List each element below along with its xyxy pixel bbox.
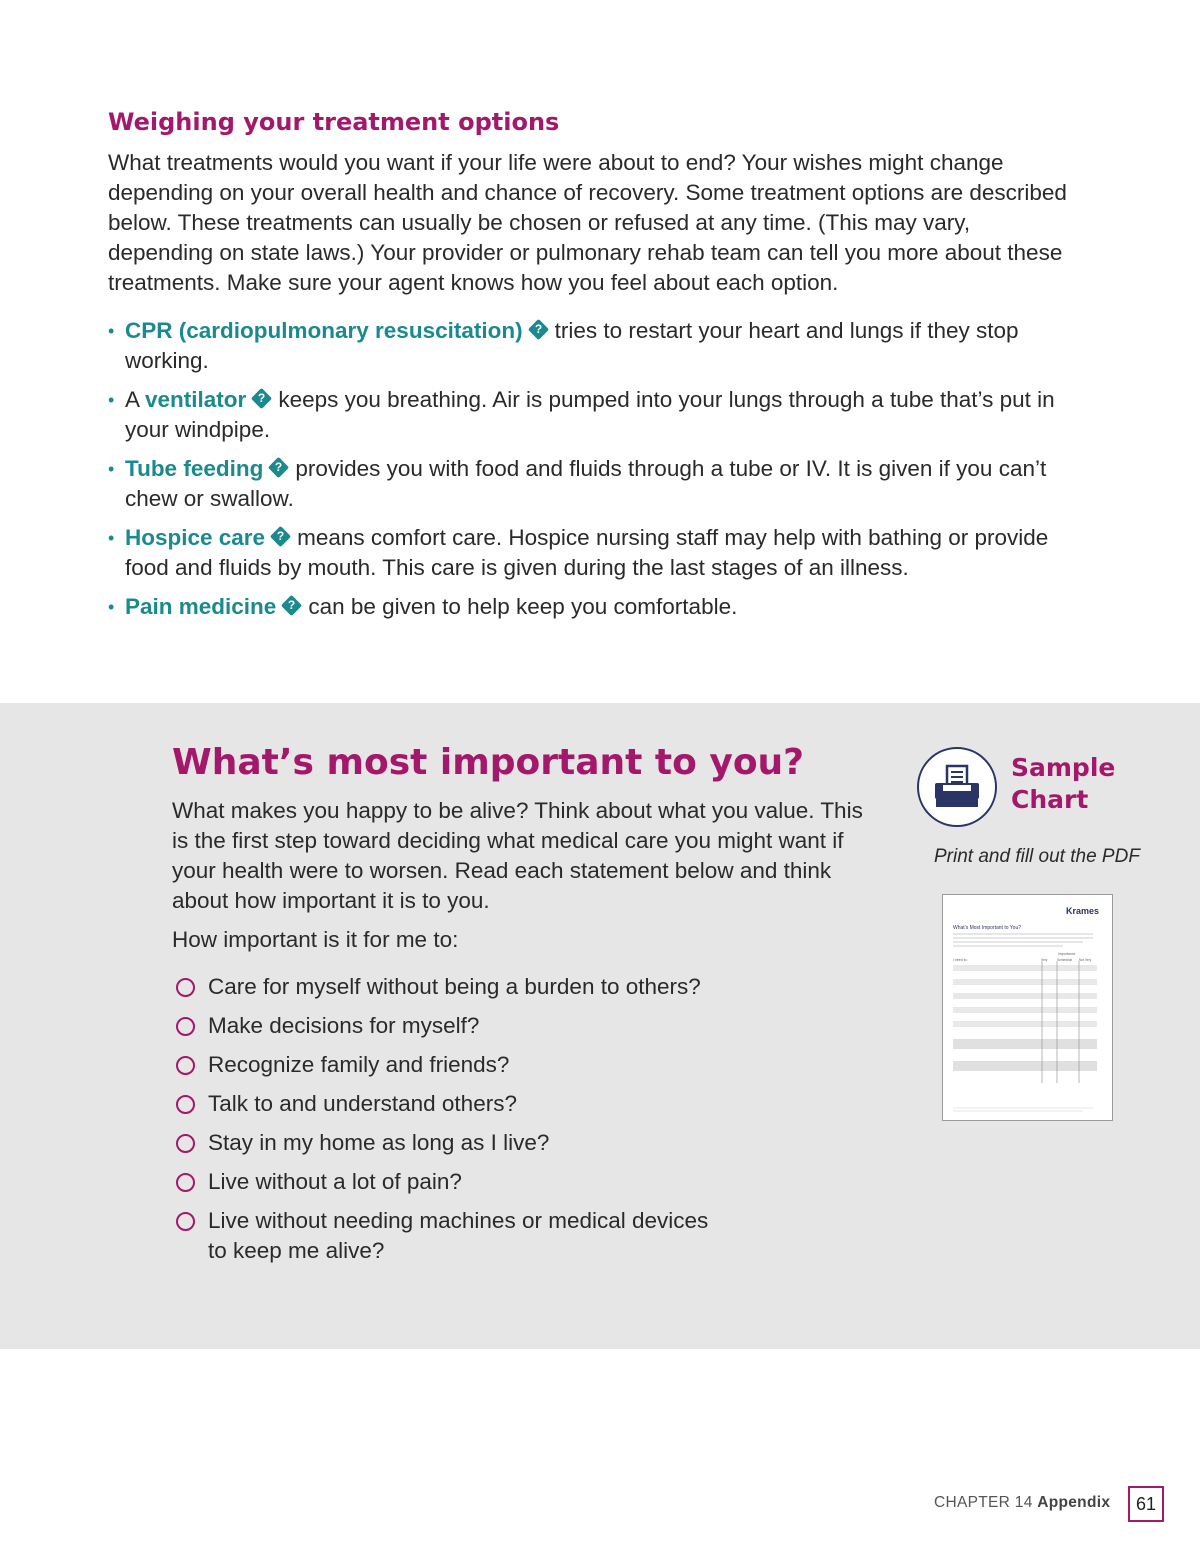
- bullet-icon: •: [108, 459, 115, 479]
- checkbox-circle-icon[interactable]: [176, 1017, 195, 1036]
- checkbox-circle-icon[interactable]: [176, 1134, 195, 1153]
- glossary-term-cpr[interactable]: CPR (cardiopulmonary resuscitation): [125, 318, 523, 343]
- thumb-col-very: Very: [1041, 958, 1048, 962]
- treatment-list: [108, 316, 1068, 622]
- glossary-icon[interactable]: ?: [268, 457, 289, 478]
- checklist-item[interactable]: [172, 1167, 732, 1197]
- item-text: can be given to help keep you comfortable.: [308, 594, 738, 619]
- page-number: 61: [1128, 1486, 1164, 1522]
- bullet-icon: •: [108, 528, 115, 548]
- thumb-col-somewhat: Somewhat: [1057, 958, 1073, 962]
- checklist-item[interactable]: [172, 1050, 732, 1080]
- list-item: [108, 592, 1068, 622]
- sample-chart-thumbnail[interactable]: [942, 894, 1113, 1121]
- sample-label-line1: Sample: [1011, 753, 1116, 782]
- checkbox-circle-icon[interactable]: [176, 1173, 195, 1192]
- thumb-col-not-very: Not Very: [1079, 958, 1092, 962]
- chapter-number: CHAPTER 14: [934, 1494, 1033, 1511]
- checklist-text: Care for myself without being a burden to others?: [208, 974, 701, 999]
- checklist-text: Talk to and understand others?: [208, 1091, 517, 1116]
- glossary-term-tube-feeding[interactable]: Tube feeding: [125, 456, 264, 481]
- list-item: [108, 316, 1068, 376]
- item-text: provides you with food and fluids through a tube or IV. It is given if you can’t chew or swallow.: [125, 456, 1047, 511]
- thumb-title: What’s Most Important to You?: [953, 925, 1022, 931]
- checklist-item[interactable]: [172, 972, 732, 1002]
- treatment-heading: Weighing your treatment options: [108, 108, 560, 136]
- item-text: means comfort care. Hospice nursing staff may help with bathing or provide food and fluids by mouth. This care is given during the last stages of an illness.: [125, 525, 1049, 580]
- important-question: How important is it for me to:: [172, 927, 459, 952]
- sample-label-line2: Chart: [1011, 785, 1089, 814]
- list-item: [108, 454, 1068, 514]
- glossary-icon[interactable]: ?: [251, 388, 272, 409]
- sample-chart-preview: [943, 895, 1112, 1120]
- bullet-icon: •: [108, 390, 115, 410]
- checkbox-circle-icon[interactable]: [176, 1056, 195, 1075]
- checkbox-circle-icon[interactable]: [176, 978, 195, 997]
- item-text: keeps you breathing. Air is pumped into your lungs through a tube that’s put in your windpipe.: [125, 387, 1055, 442]
- glossary-term-ventilator[interactable]: ventilator: [145, 387, 247, 412]
- treatment-section: [108, 108, 1068, 631]
- checklist-text: Stay in my home as long as I live?: [208, 1130, 550, 1155]
- checklist-item[interactable]: [172, 1089, 732, 1119]
- treatment-intro: What treatments would you want if your life were about to end? Your wishes might change depending on your overall health and chance of recovery. Some treatment options are described below. These treatments can usually be chosen or refused at any time. (This may vary, depending on state laws.) Your provider or pulmonary rehab team can tell you more about these treatments. Make sure your agent knows how you feel about each option.: [108, 150, 1067, 295]
- glossary-term-pain-medicine[interactable]: Pain medicine: [125, 594, 277, 619]
- glossary-icon[interactable]: ?: [270, 526, 291, 547]
- list-item: [108, 385, 1068, 445]
- important-intro: What makes you happy to be alive? Think about what you value. This is the first step toward deciding what medical care you might want if your health were to worsen. Read each statement below and think about how important it is to you.: [172, 798, 863, 913]
- checkbox-circle-icon[interactable]: [176, 1212, 195, 1231]
- sample-chart-label: [1011, 752, 1115, 816]
- checklist-item[interactable]: [172, 1011, 732, 1041]
- item-text: tries to restart your heart and lungs if they stop working.: [125, 318, 1019, 373]
- important-title: What’s most important to you?: [172, 742, 805, 783]
- glossary-term-hospice-care[interactable]: Hospice care: [125, 525, 266, 550]
- footer-chapter: [934, 1494, 1110, 1512]
- checklist-item[interactable]: [172, 1206, 732, 1266]
- print-note: Print and fill out the PDF: [934, 846, 1140, 867]
- checklist-text: Live without needing machines or medical devices to keep me alive?: [208, 1208, 709, 1263]
- chapter-section: Appendix: [1037, 1494, 1111, 1511]
- bullet-icon: •: [108, 597, 115, 617]
- item-prefix: A: [125, 387, 146, 412]
- thumb-col-header: Importance: [1058, 952, 1076, 956]
- list-item: [108, 523, 1068, 583]
- checklist-item[interactable]: [172, 1128, 732, 1158]
- checklist-text: Live without a lot of pain?: [208, 1169, 462, 1194]
- checklist-text: Recognize family and friends?: [208, 1052, 510, 1077]
- important-checklist: [172, 972, 732, 1275]
- glossary-icon[interactable]: ?: [281, 595, 302, 616]
- glossary-icon[interactable]: ?: [527, 319, 548, 340]
- bullet-icon: •: [108, 321, 115, 341]
- checkbox-circle-icon[interactable]: [176, 1095, 195, 1114]
- print-button[interactable]: [917, 747, 997, 827]
- thumb-brand: Krames: [1066, 906, 1100, 916]
- printer-icon: [919, 749, 995, 825]
- thumb-rows-label: I need to:: [953, 958, 968, 962]
- checklist-text: Make decisions for myself?: [208, 1013, 480, 1038]
